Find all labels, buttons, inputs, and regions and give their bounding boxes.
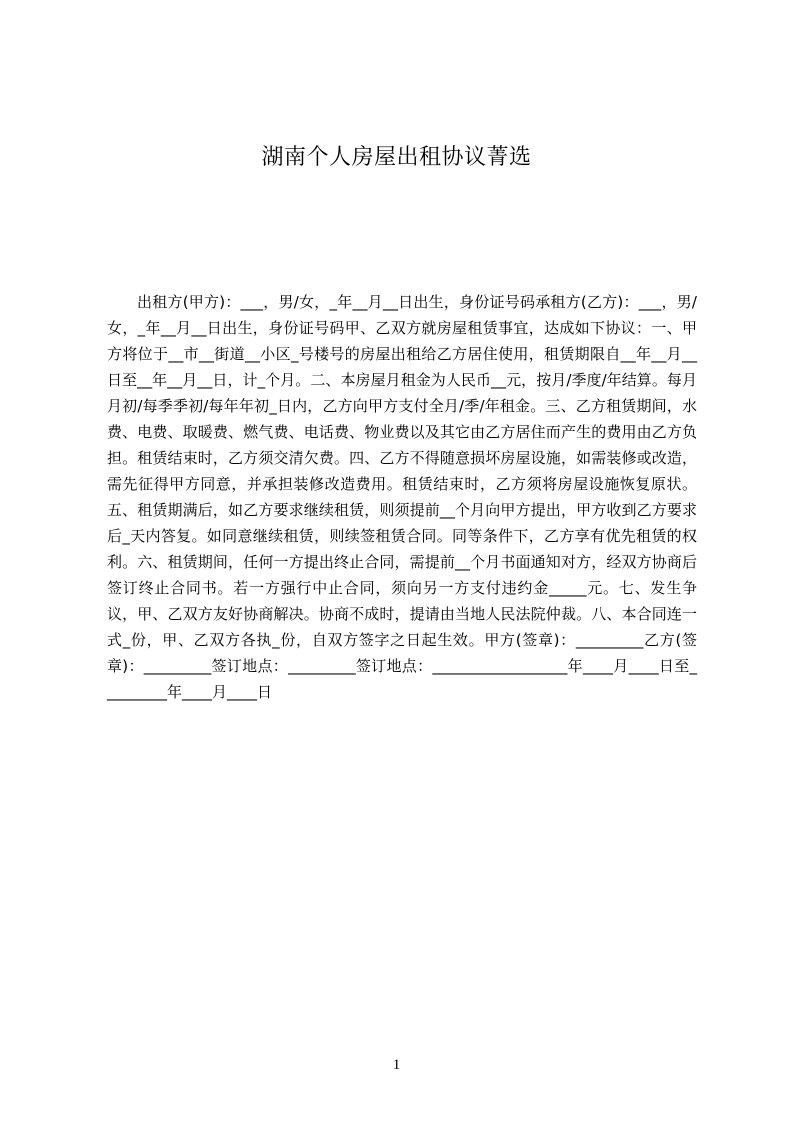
agreement-body: 出租方(甲方)：___，男/女，_年__月__日出生，身份证号码承租方(乙方)：___，男/女，_年__月__日出生，身份证号码甲、乙双方就房屋租赁事宜，达成如下协议：一、甲方将位于__市__街道__小区_号楼号的房屋出租给乙方居住使用，租赁期限自__年__月__日至__年__月__日，计_个月。二、本房屋月租金为人民币__元，按月/季度/年结算。每月月初/每季季初/每年年初_日内，乙方向甲方支付全月/季/年租金。三、乙方租赁期间，水费、电费、取暖费、燃气费、电话费、物业费以及其它由乙方居住而产生的费用由乙方负担。租赁结束时，乙方须交清欠费。四、乙方不得随意损坏房屋设施，如需装修或改造，需先征得甲方同意，并承担装修改造费用。租赁结束时，乙方须将房屋设施恢复原状。五、租赁期满后，如乙方要求继续租赁，则须提前__个月向甲方提出，甲方收到乙方要求后_天内答复。如同意继续租赁，则续签租赁合同。同等条件下，乙方享有优先租赁的权利。六、租赁期间，任何一方提出终止合同，需提前__个月书面通知对方，经双方协商后签订终止合同书。若一方强行中止合同，须向另一方支付违约金_____元。七、发生争议，甲、乙双方友好协商解决。协商不成时，提请由当地人民法院仲裁。八、本合同连一式_份，甲、乙双方各执_份，自双方签字之日起生效。甲方(签章)：_________乙方(签章)：_________签订地点：_________签订地点：__________________年____月____日至_________年____月____日 [107, 293, 698, 701]
page-number: 1 [392, 1057, 401, 1073]
page-title: 湖南个人房屋出租协议菁选 [261, 145, 532, 170]
